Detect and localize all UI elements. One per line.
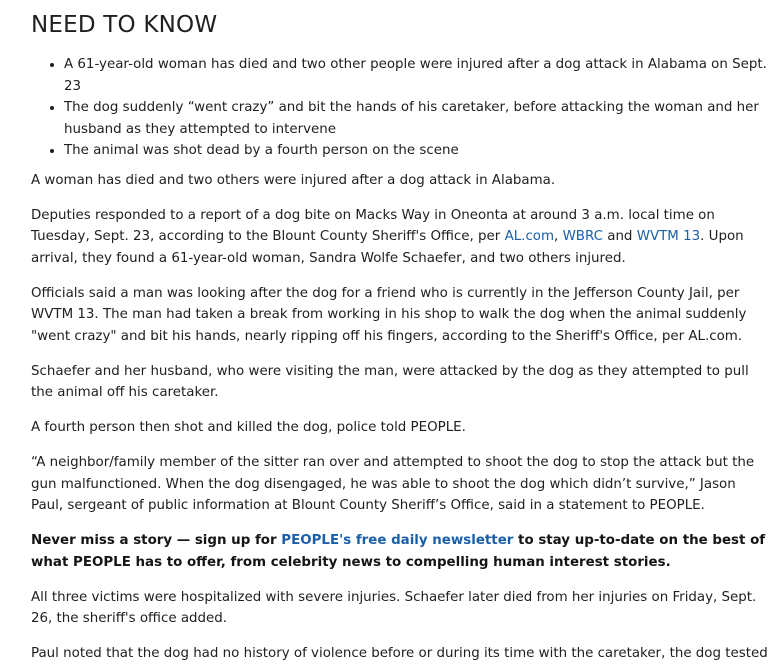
link-alcom[interactable]: AL.com [504,229,555,244]
need-to-know-item: • The dog suddenly “went crazy” and bit the hands of his caretaker, before attacking the woman and her husband as they attempted to intervene [64,97,768,140]
paragraph-history: Paul noted that the dog had no history of violence before or during its time with the caretaker, the dog tested [31,646,768,661]
need-to-know-item: • The animal was shot dead by a fourth person on the scene [64,140,768,162]
need-to-know-item: • A 61-year-old woman has died and two other people were injured after a dog attack in Alabama on Sept. 23 [64,54,768,97]
paragraph-officials: Officials said a man was looking after the dog for a friend who is currently in the Jefferson County Jail, per WVTM 13. The man had taken a break from working in his shop to walk the dog when the animal suddenly "went crazy" and bit his hands, nearly ripping off his fingers, according to the Sheriff's Office, per AL.com. [31,285,747,344]
paragraph-text: . Upon arrival, they found a 61-year-old woman, Sandra Wolfe Schaefer, and two others injured. [31,229,744,266]
paragraph-victims: All three victims were hospitalized with severe injuries. Schaefer later died from her injuries on Friday, Sept. 26, the sheriff's office added. [31,589,757,626]
article-body [31,0,768,665]
need-to-know-heading: NEED TO KNOW [31,12,218,38]
newsletter-link[interactable]: PEOPLE's free daily newsletter [281,533,514,548]
link-separator: , [554,229,563,244]
newsletter-signup [31,530,768,573]
link-wbrc[interactable]: WBRC [562,229,603,244]
paragraph-quote: “A neighbor/family member of the sitter ran over and attempted to shoot the dog to stop the attack but the gun malfunctioned. When the dog disengaged, he was able to shoot the dog which didn’t survive,” Jason Paul, sergeant of public information at Blount County Sheriff’s Office, said in a statement to PEOPLE. [31,455,755,513]
paragraph-deputies [31,205,768,270]
signup-text: Never miss a story — sign up for [31,533,282,548]
link-wvtm13[interactable]: WVTM 13 [636,229,701,244]
signup-text: to stay up-to-date on the best of what PEOPLE has to offer, from celebrity news to compelling human interest stories. [31,533,766,570]
link-separator: and [602,229,637,244]
paragraph-schaefer: Schaefer and her husband, who were visiting the man, were attacked by the dog as they attempted to pull the animal off his caretaker. [31,363,749,400]
paragraph-fourth-person: A fourth person then shot and killed the dog, police told PEOPLE. [31,420,466,435]
need-to-know-list [31,54,768,162]
paragraph-text: Deputies responded to a report of a dog bite on Macks Way in Oneonta at around 3 a.m. local time on Tuesday, Sept. 23, according to the Blount County Sheriff's Office, per [31,207,715,244]
paragraph-intro: A woman has died and two others were injured after a dog attack in Alabama. [31,172,556,188]
